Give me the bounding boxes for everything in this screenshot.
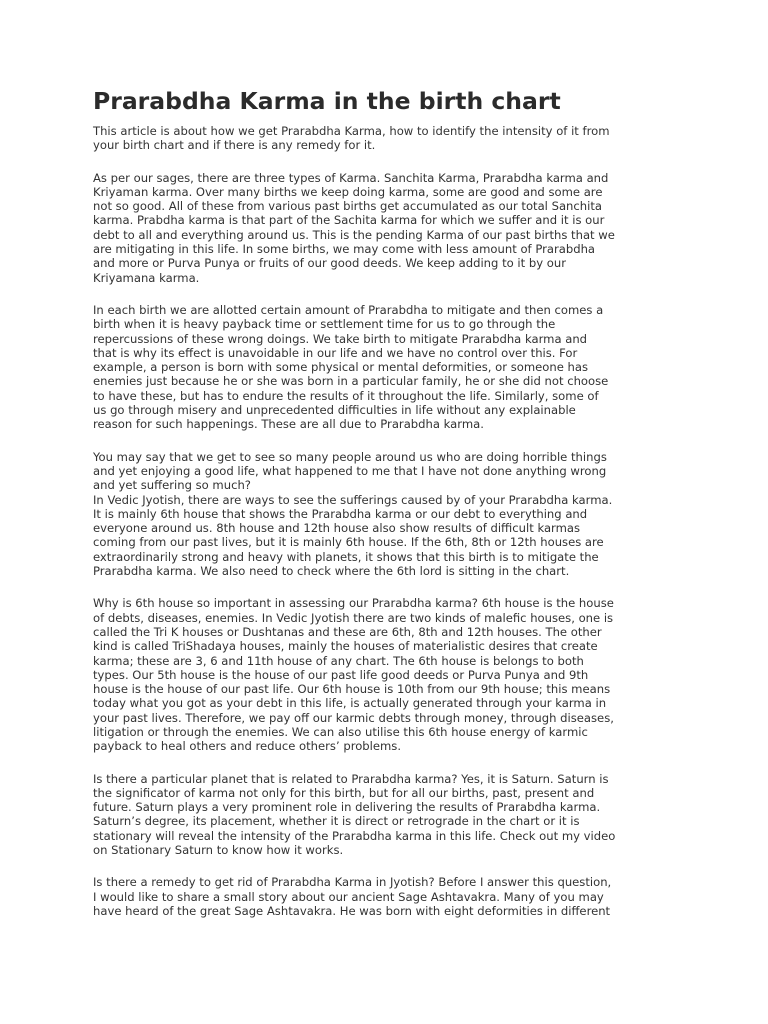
text-line: your birth chart and if there is any remedy for it. xyxy=(93,138,376,153)
text-line: to have these, but has to endure the results of it throughout the life. Similarly, some of xyxy=(93,388,599,403)
text-line: Kriyaman karma. Over many births we keep doing karma, some are good and some are xyxy=(93,184,603,199)
text-line: and yet suffering so much? xyxy=(93,478,251,493)
text-line: Is there a remedy to get rid of Prarabdha Karma in Jyotish? Before I answer this question, xyxy=(93,875,612,890)
text-line: In each birth we are allotted certain amount of Prarabdha to mitigate and then comes a xyxy=(93,302,604,317)
text-line: your past lives. Therefore, we pay off our karmic debts through money, through diseases, xyxy=(93,710,614,725)
text-line: reason for such happenings. These are all due to Prarabdha karma. xyxy=(93,417,484,432)
text-line: Kriyamana karma. xyxy=(93,270,200,285)
paragraph-karma-types xyxy=(93,171,683,285)
text-line: karma. Prabdha karma is that part of the Sachita karma for which we suffer and it is our xyxy=(93,213,605,228)
text-line: on Stationary Saturn to know how it works. xyxy=(93,843,344,858)
text-line: I would like to share a small story about our ancient Sage Ashtavakra. Many of you may xyxy=(93,889,604,904)
text-line: stationary will reveal the intensity of the Prarabdha karma in this life. Check out my video xyxy=(93,828,616,843)
text-line: types. Our 5th house is the house of our past life good deeds or Purva Punya and 9th xyxy=(93,667,589,682)
paragraph-remedy xyxy=(93,875,683,918)
paragraph-saturn xyxy=(93,772,683,858)
text-line: repercussions of these wrong doings. We take birth to mitigate Prarabdha karma and xyxy=(93,331,588,346)
text-line: Prarabdha karma. We also need to check where the 6th lord is sitting in the chart. xyxy=(93,564,570,579)
text-line: and yet enjoying a good life, what happened to me that I have not done anything wrong xyxy=(93,463,607,478)
text-line: us go through misery and unprecedented difficulties in life without any explainable xyxy=(93,403,576,418)
text-line: have heard of the great Sage Ashtavakra. He was born with eight deformities in different xyxy=(93,903,611,918)
text-line: the significator of karma not only for this birth, but for all our births, past, present and xyxy=(93,785,595,800)
text-line: You may say that we get to see so many people around us who are doing horrible things xyxy=(93,449,607,464)
text-line: Why is 6th house so important in assessing our Prarabdha karma? 6th house is the house xyxy=(93,596,614,611)
text-line: In Vedic Jyotish, there are ways to see the sufferings caused by of your Prarabdha karma. xyxy=(93,492,613,507)
text-line: karma; these are 3, 6 and 11th house of any chart. The 6th house is belongs to both xyxy=(93,653,584,668)
paragraph-vedic-jyotish xyxy=(93,450,683,579)
document-title: Prarabdha Karma in the birth chart xyxy=(93,87,561,115)
paragraph-intro xyxy=(93,124,683,153)
text-line: birth when it is heavy payback time or settlement time for us to go through the xyxy=(93,317,556,332)
text-line: not so good. All of these from various past births get accumulated as our total Sanchita xyxy=(93,199,602,214)
text-line: are mitigating in this life. In some births, we may come with less amount of Prarabdha xyxy=(93,242,596,257)
paragraph-sixth-house xyxy=(93,596,683,753)
text-line: example, a person is born with some physical or mental deformities, or someone has xyxy=(93,360,589,375)
document-page xyxy=(93,86,683,936)
text-line: of debts, diseases, enemies. In Vedic Jyotish there are two kinds of malefic houses, one is xyxy=(93,610,614,625)
text-line: coming from our past lives, but it is mainly 6th house. If the 6th, 8th or 12th houses are xyxy=(93,535,604,550)
text-line: payback to heal others and reduce others’ problems. xyxy=(93,739,402,754)
text-line: today what you got as your debt in this life, is actually generated through your karma in xyxy=(93,696,607,711)
text-line: Saturn’s degree, its placement, whether it is direct or retrograde in the chart or it is xyxy=(93,814,580,829)
text-line: that is why its effect is unavoidable in our life and we have no control over this. For xyxy=(93,345,578,360)
paragraph-each-birth xyxy=(93,303,683,432)
text-line: Is there a particular planet that is related to Prarabdha karma? Yes, it is Saturn. Saturn is xyxy=(93,771,609,786)
text-line: enemies just because he or she was born in a particular family, he or she did not choose xyxy=(93,374,609,389)
text-line: house is the house of our past life. Our 6th house is 10th from our 9th house; this means xyxy=(93,682,611,697)
text-line: everyone around us. 8th house and 12th house also show results of difficult karmas xyxy=(93,521,581,536)
text-line: litigation or through the enemies. We can also utilise this 6th house energy of karmic xyxy=(93,724,588,739)
text-line: It is mainly 6th house that shows the Prarabdha karma or our debt to everything and xyxy=(93,506,588,521)
text-line: future. Saturn plays a very prominent role in delivering the results of Prarabdha karma. xyxy=(93,800,601,815)
text-line: As per our sages, there are three types of Karma. Sanchita Karma, Prarabdha karma and xyxy=(93,170,609,185)
text-line: called the Tri K houses or Dushtanas and these are 6th, 8th and 12th houses. The other xyxy=(93,624,602,639)
text-line: and more or Purva Punya or fruits of our good deeds. We keep adding to it by our xyxy=(93,256,566,271)
text-line: extraordinarily strong and heavy with planets, it shows that this birth is to mitigate the xyxy=(93,549,599,564)
text-line: kind is called TriShadaya houses, mainly the houses of materialistic desires that create xyxy=(93,639,598,654)
text-line: This article is about how we get Prarabdha Karma, how to identify the intensity of it from xyxy=(93,124,610,138)
text-line: debt to all and everything around us. This is the pending Karma of our past births that we xyxy=(93,227,615,242)
